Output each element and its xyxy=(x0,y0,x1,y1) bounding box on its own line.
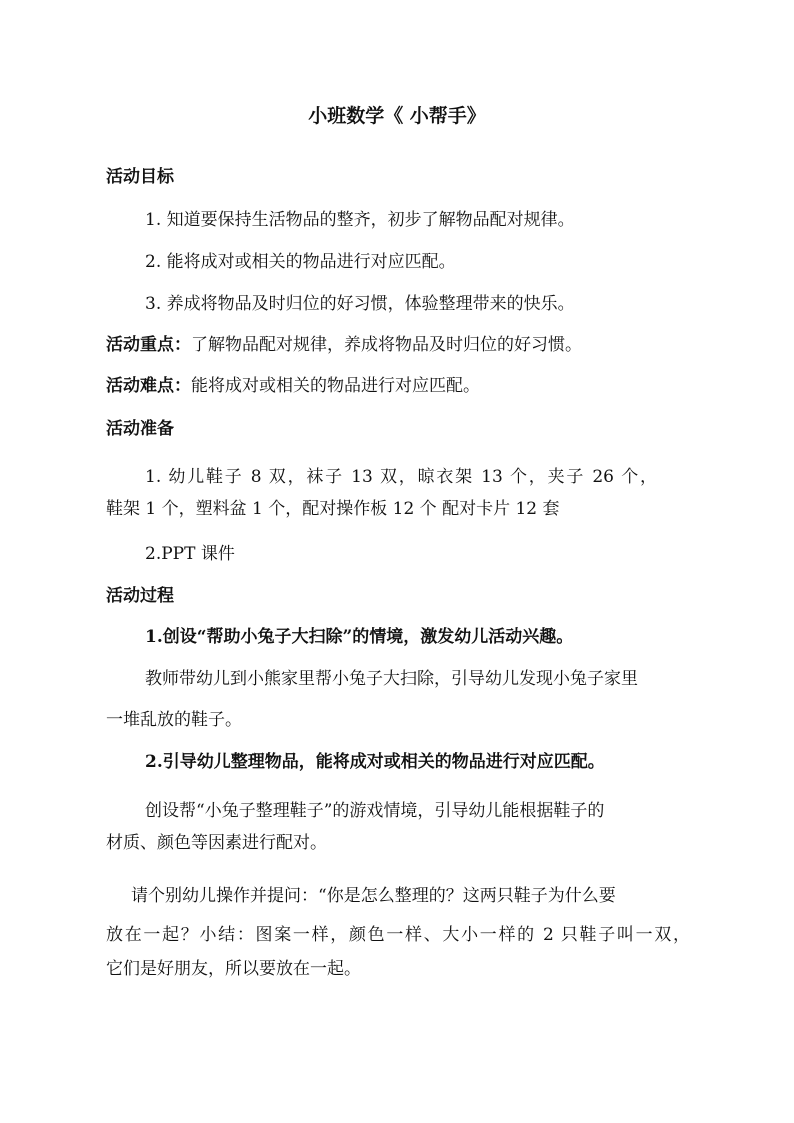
goal-item-2: 2. 能将成对或相关的物品进行对应匹配。 xyxy=(145,252,456,272)
preparation-item-2: 2.PPT 课件 xyxy=(145,544,235,564)
process-heading: 活动过程 xyxy=(106,586,174,606)
preparation-item-1-line-1: 1. 幼儿鞋子 8 双，袜子 13 双，晾衣架 13 个，夹子 26 个， xyxy=(145,467,657,487)
goal-item-1: 1. 知道要保持生活物品的整齐，初步了解物品配对规律。 xyxy=(145,210,575,230)
process-step-2-title: 2.引导幼儿整理物品，能将成对或相关的物品进行对应匹配。 xyxy=(145,752,605,772)
process-step-2-question-line-1: 请个别幼儿操作并提问：“你是怎么整理的？这两只鞋子为什么要 xyxy=(131,886,616,906)
difficulty-paragraph xyxy=(106,375,480,397)
goals-heading: 活动目标 xyxy=(106,167,174,187)
document-title: 小班数学《 小帮手》 xyxy=(308,105,486,127)
preparation-heading: 活动准备 xyxy=(106,419,174,439)
key-point-label: 活动重点： xyxy=(106,335,191,355)
process-step-2-question-line-2: 放在一起？小结：图案一样，颜色一样、大小一样的 2 只鞋子叫一双， xyxy=(106,925,690,945)
key-point-text: 了解物品配对规律，养成将物品及时归位的好习惯。 xyxy=(191,335,582,355)
process-step-1-line-1: 教师带幼儿到小熊家里帮小兔子大扫除，引导幼儿发现小兔子家里 xyxy=(145,669,638,689)
process-step-2-line-2: 材质、颜色等因素进行配对。 xyxy=(106,833,327,853)
goal-item-3: 3. 养成将物品及时归位的好习惯，体验整理带来的快乐。 xyxy=(145,294,575,314)
preparation-item-1-line-2: 鞋架 1 个，塑料盆 1 个，配对操作板 12 个 配对卡片 12 套 xyxy=(106,499,560,519)
process-step-2-line-1: 创设帮“小兔子整理鞋子”的游戏情境，引导幼儿能根据鞋子的 xyxy=(145,801,605,821)
process-step-1-title: 1.创设“帮助小兔子大扫除”的情境，激发幼儿活动兴趣。 xyxy=(145,627,574,647)
difficulty-label: 活动难点： xyxy=(106,376,191,396)
process-step-1-line-2: 一堆乱放的鞋子。 xyxy=(106,710,242,730)
difficulty-text: 能将成对或相关的物品进行对应匹配。 xyxy=(191,376,480,396)
key-point-paragraph xyxy=(106,334,582,356)
process-step-2-question-line-3: 它们是好朋友，所以要放在一起。 xyxy=(106,959,361,979)
